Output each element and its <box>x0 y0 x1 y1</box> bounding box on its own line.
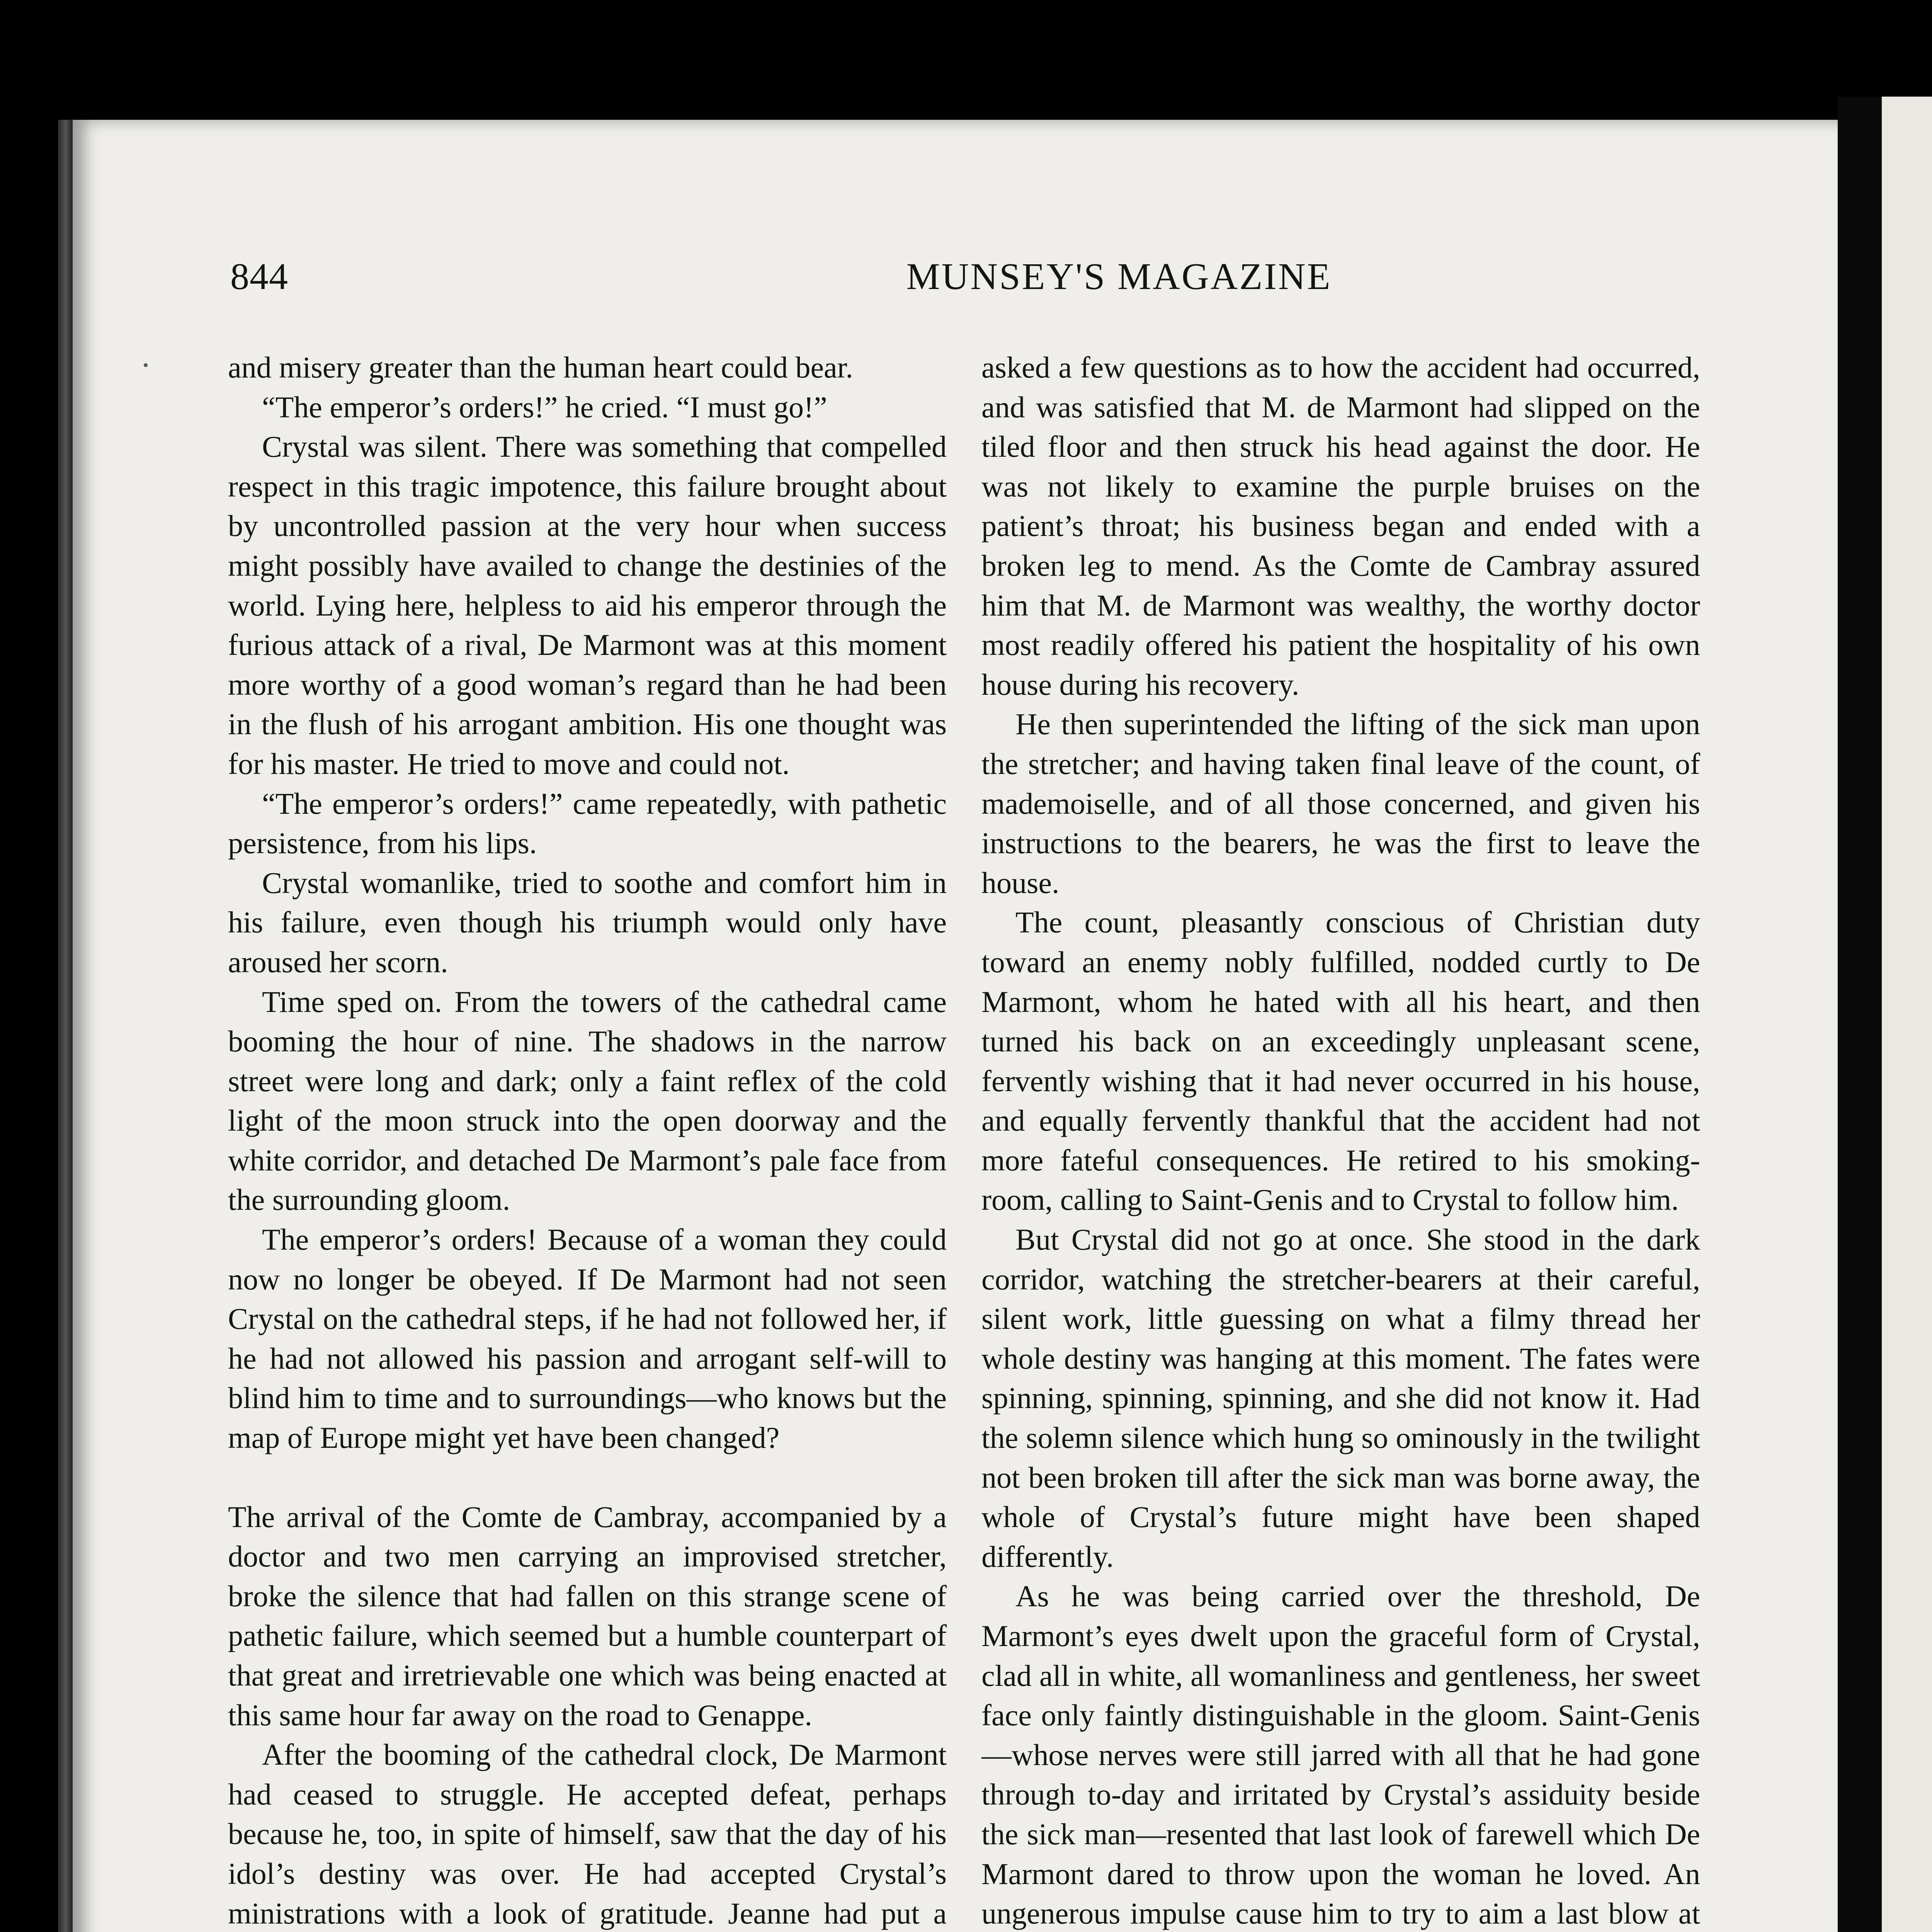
right-column <box>981 348 1700 1932</box>
paragraph: The arrival of the Comte de Cambray, accompanied by a doctor and two men carrying an improvised stretcher, broke the silence that had fallen on this strange scene of pathetic failure, which seemed but a humble counterpart of that great and irretrievable one which was being enacted at this same hour far away on the road to Genappe. <box>228 1500 947 1732</box>
paragraph: After the booming of the cathedral clock, De Marmont had ceased to struggle. He accepted defeat, perhaps because he, too, in spite of himself, saw that the day of his idol’s destiny was over. He had accepted Crystal’s ministrations with a look of gratitude. Jeanne had put a <box>228 1738 947 1930</box>
paragraph: asked a few questions as to how the accident had occurred, and was satisfied that M. de Marmont had slipped on the tiled floor and then struck his head against the door. He was not likely to examine the purple bruises on the patient’s throat; his business began and ended with a broken leg to mend. As the Comte de Cambray assured him that M. de Marmont was wealthy, the worthy doctor most readily offered his patient the hospitality of his own house during his recovery. <box>981 350 1700 701</box>
paragraph: Time sped on. From the towers of the cathedral came booming the hour of nine. The shadows in the narrow street were long and dark; only a faint reflex of the cold light of the moon struck into the open doorway and the white corridor, and detached De Marmont’s pale face from the surrounding gloom. <box>228 985 947 1217</box>
paragraph: He then superintended the lifting of the sick man upon the stretcher; and having taken final leave of the count, of mademoiselle, and of all those concerned, and given his instructions to the bearers, he was the first to leave the house. <box>981 707 1700 900</box>
paragraph: Crystal was silent. There was something that compelled respect in this tragic impotence, this failure brought about by uncontrolled passion at the very hour when success might possibly have availed to change the destinies of the world. Lying here, helpless to aid his emperor through the furious attack of a rival, De Marmont was at this moment more worthy of a good woman’s regard than he had been in the flush of his arrogant ambition. His one thought was for his master. He tried to move and could not. <box>228 430 947 781</box>
paragraph: But Crystal did not go at once. She stood in the dark corridor, watching the stretcher-bearers at their careful, silent work, little guessing on what a filmy thread her whole destiny was hanging at this moment. The fates were spinning, spinning, spinning, and she did not know it. Had the solemn silence which hung so ominously in the twilight not been broken till after the sick man was borne away, the whole of Crystal’s future might have been shaped differently. <box>981 1223 1700 1573</box>
facing-page-edge <box>1882 97 1932 1932</box>
running-head <box>230 255 1691 301</box>
paragraph: The emperor’s orders! Because of a woman they could now no longer be obeyed. If De Marmont had not seen Crystal on the cathedral steps, if he had not followed her, if he had not allowed his passion and arrogant self-will to blind him to time and to surroundings—who knows but the map of Europe might yet have been changed? <box>228 1223 947 1455</box>
left-column <box>228 348 947 1932</box>
page-gutter <box>1838 97 1882 1932</box>
paragraph: Crystal womanlike, tried to soothe and comfort him in his failure, even though his triumph would only have aroused her scorn. <box>228 866 947 979</box>
book-spine <box>58 120 73 1932</box>
paragraph: The count, pleasantly conscious of Christian duty toward an enemy nobly fulfilled, nodded curtly to De Marmont, whom he hated with all his heart, and then turned his back on an exceedingly unpleasant scene, fervently wishing that it had never occurred in his house, and equally fervently thankful that the accident had not more fateful consequences. He retired to his smoking-room, calling to Saint-Genis and to Crystal to follow him. <box>981 905 1700 1217</box>
paragraph: As he was being carried over the threshold, De Marmont’s eyes dwelt upon the graceful form of Crystal, clad all in white, all womanliness and gentleness, her sweet face only faintly distinguishable in the gloom. Saint-Genis—whose nerves were still jarred with all that he had gone through to-day and irritated by Crystal’s assiduity beside the sick man—resented that last look of farewell which De Marmont dared to throw upon the woman he loved. An ungenerous impulse cause him to try to aim a last blow at <box>981 1579 1700 1930</box>
paragraph: “The emperor’s orders!” he cried. “I must go!” <box>262 390 827 424</box>
page-number: 844 <box>230 256 288 298</box>
magazine-title: MUNSEY'S MAGAZINE <box>906 256 1332 298</box>
paragraph: and misery greater than the human heart could bear. <box>228 350 853 384</box>
print-speck <box>144 363 148 367</box>
paragraph: “The emperor’s orders!” came repeatedly, with pathetic persistence, from his lips. <box>228 786 947 860</box>
